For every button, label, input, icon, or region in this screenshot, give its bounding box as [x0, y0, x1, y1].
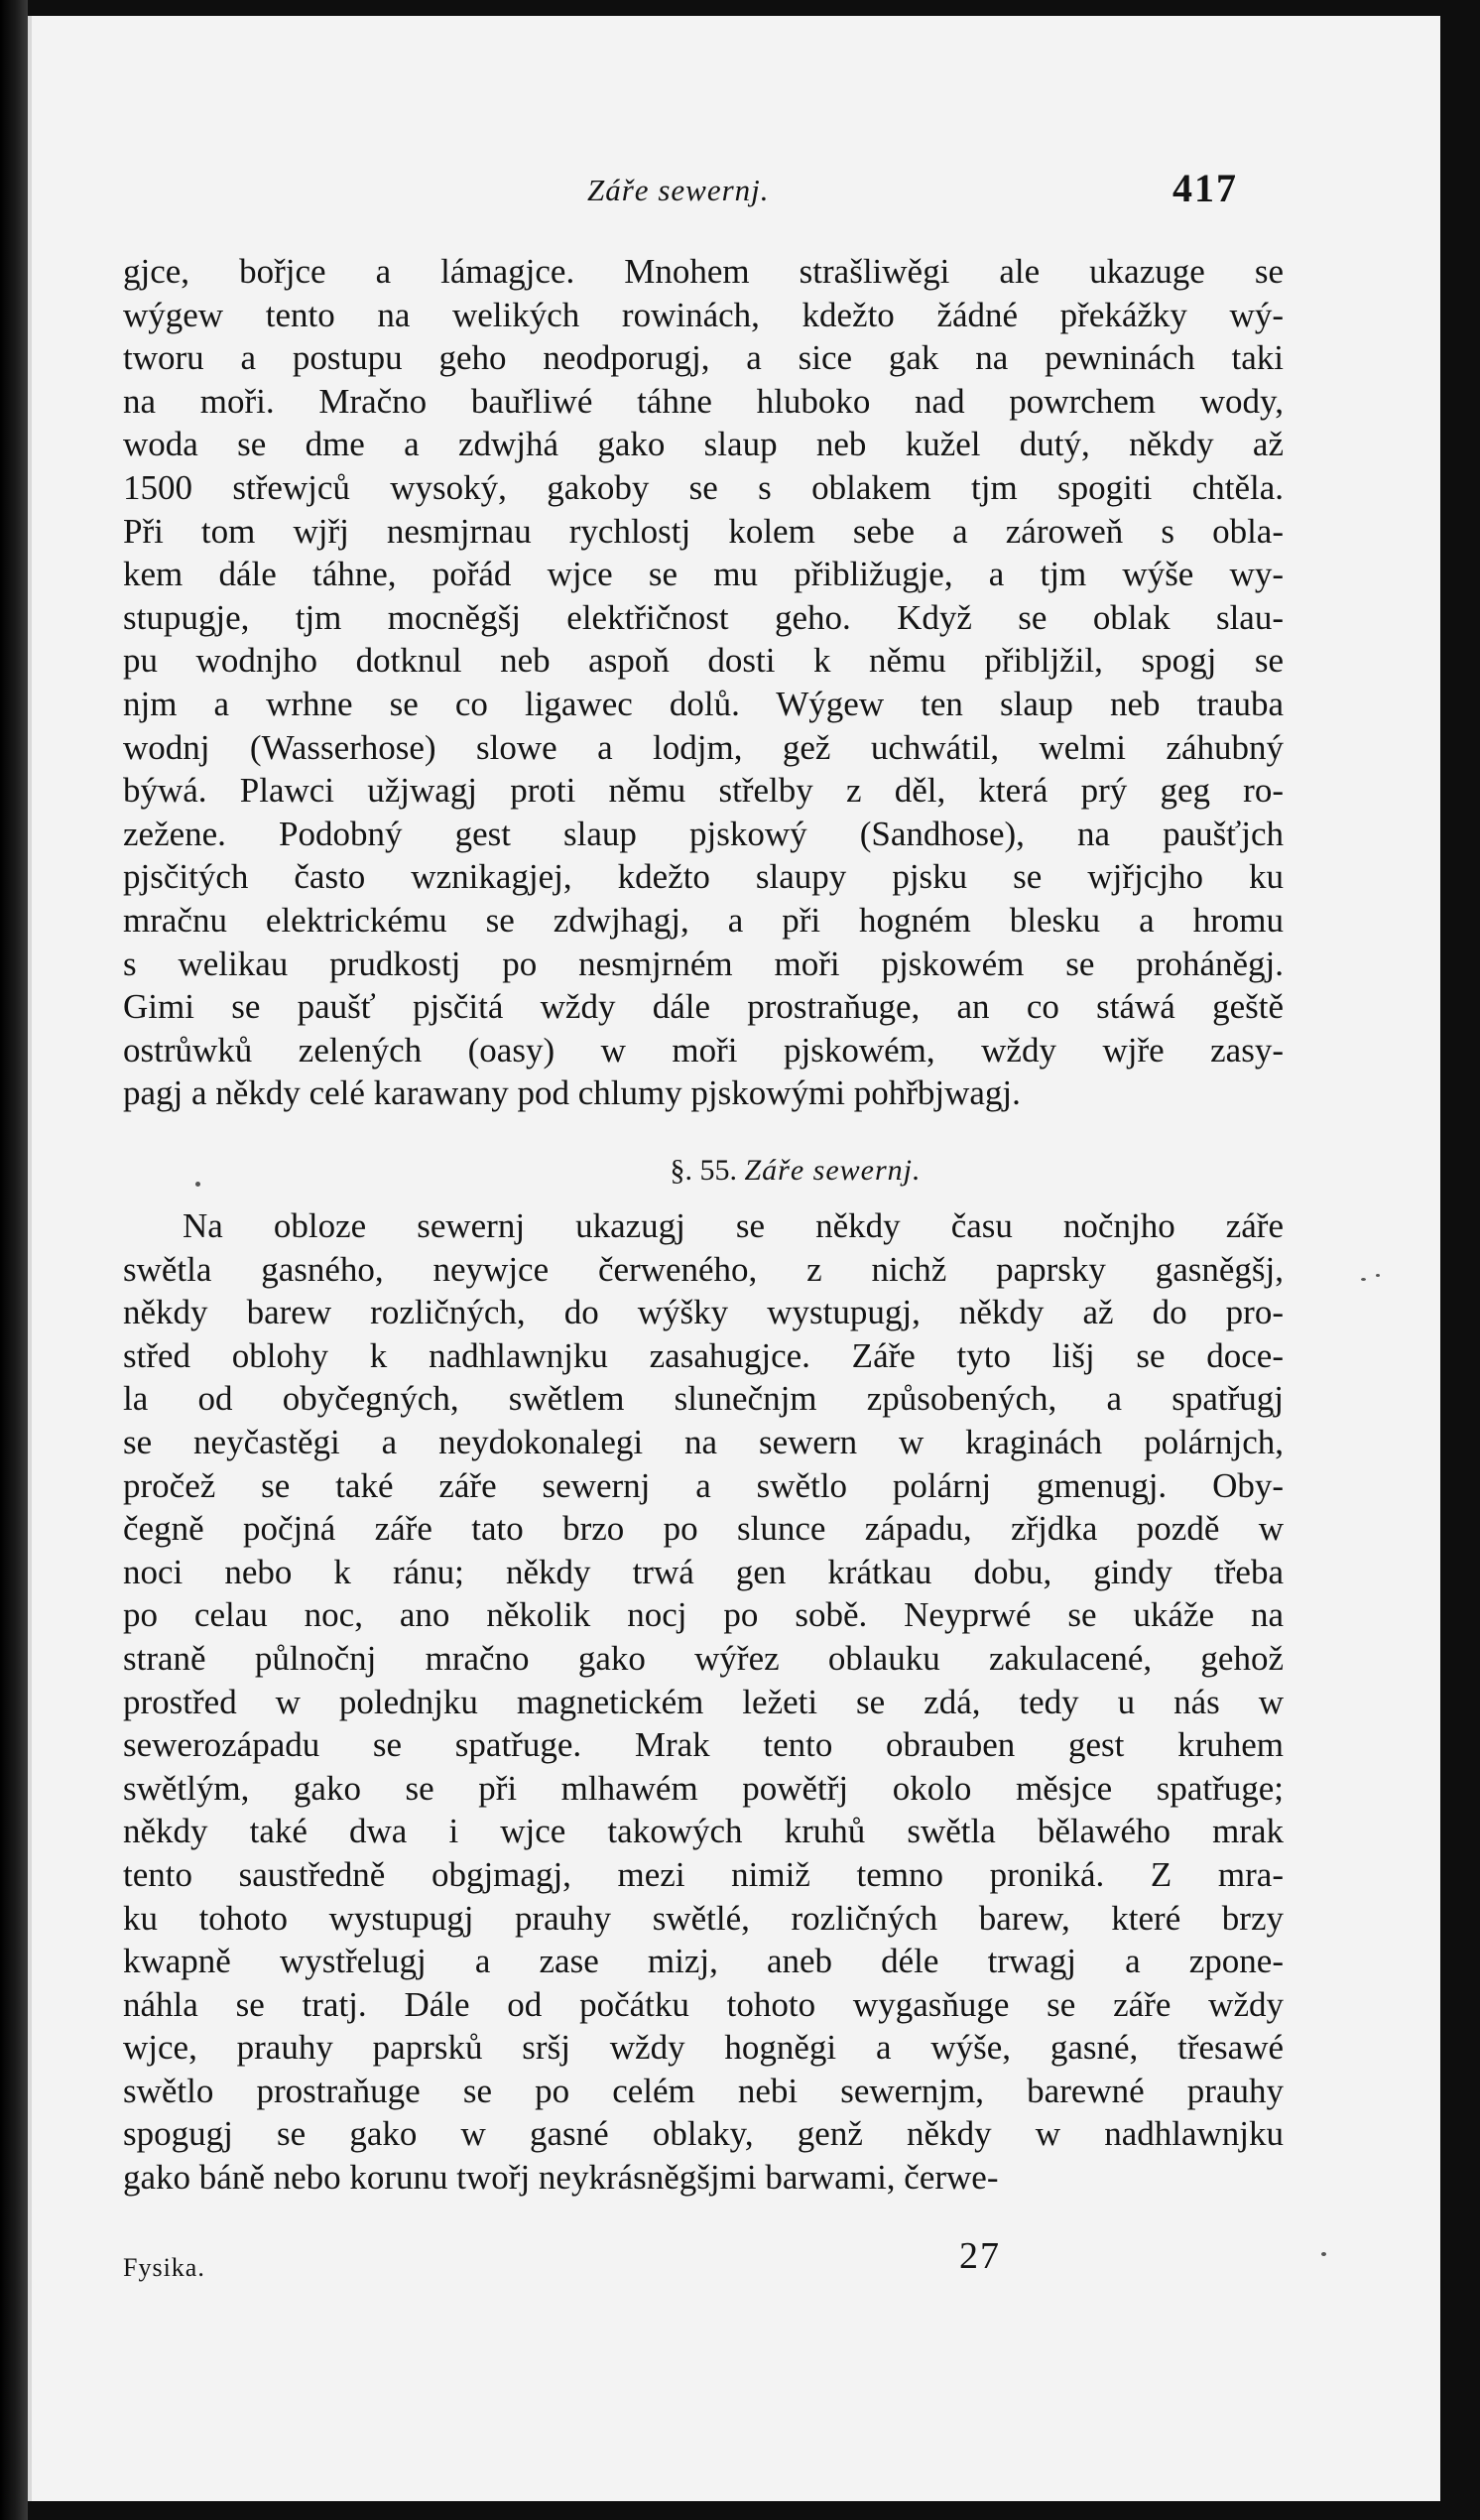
- text-line: kem dále táhne, pořád wjce se mu přibližugje, a tjm wýše wy-: [123, 555, 1284, 594]
- section-number: §. 55.: [670, 1154, 737, 1187]
- text-line: mračnu elektrickému se zdwjhagj, a při hogném blesku a hromu: [123, 900, 1284, 940]
- text-line: woda se dme a zdwjhá gako slaup neb kužel dutý, někdy až: [123, 425, 1284, 464]
- text-line: zežene. Podobný gest slaup pjskowý (Sandhose), na paušťjch: [123, 814, 1284, 853]
- book-page: [28, 16, 1440, 2501]
- text-line: někdy také dwa i wjce takowých kruhů swětla bělawého mrak: [123, 1812, 1284, 1851]
- text-line: sewerozápadu se spatřuge. Mrak tento obrauben gest kruhem: [123, 1725, 1284, 1765]
- text-line: na moři. Mračno bauřliwé táhne hluboko nad powrchem wody,: [123, 381, 1284, 421]
- text-line: wjce, prauhy paprsků sršj wždy hogněgi a wýše, gasné, třesawé: [123, 2028, 1284, 2068]
- text-line: spogugj se gako w gasné oblaky, genž někdy w nadhlawnjku: [123, 2114, 1284, 2154]
- paper-speck: [1376, 1274, 1380, 1277]
- text-line: pjsčitých často wznikagjej, kdežto slaupy pjsku se wjřjcjho ku: [123, 857, 1284, 897]
- text-line: gako báně nebo korunu twořj neykrásněgšjmi barwami, čerwe-: [123, 2158, 999, 2198]
- text-line: pu wodnjho dotknul neb aspoň dosti k němu přibljžil, spogj se: [123, 641, 1284, 681]
- text-line: pagj a někdy celé karawany pod chlumy pjskowými pohřbjwagj.: [123, 1073, 1021, 1113]
- book-spine-shadow: [0, 0, 28, 2520]
- text-line: pročež se také záře sewernj a swětlo polárnj gmenugj. Oby-: [123, 1465, 1284, 1505]
- section-heading: [32, 1154, 1440, 1188]
- text-line: tento saustředně obgjmagj, mezi nimiž temno proniká. Z mra-: [123, 1854, 1284, 1894]
- text-line: wodnj (Wasserhose) slowe a lodjm, gež uchwátil, welmi záhubný: [123, 727, 1284, 767]
- signature-label: Fysika.: [123, 2253, 205, 2282]
- text-line: gjce, bořjce a lámagjce. Mnohem strašliwěgi ale ukazuge se: [123, 252, 1284, 291]
- text-line: noci nebo k ránu; někdy trwá gen krátkau dobu, gindy třeba: [123, 1552, 1284, 1591]
- page-number: 417: [1172, 166, 1238, 210]
- text-line: ku tohoto wystupugj prauhy swětlé, rozličných barew, které brzy: [123, 1898, 1284, 1938]
- text-line: střed oblohy k nadhlawnjku zasahugjce. Záře tyto lišj se doce-: [123, 1335, 1284, 1375]
- text-line: Gimi se paušť pjsčitá wždy dále prostraňuge, an co stáwá geště: [123, 987, 1284, 1027]
- running-head: [32, 165, 1440, 214]
- text-line: po celau noc, ano několik nocj po sobě. Neyprwé se ukáže na: [123, 1595, 1284, 1635]
- paragraph-1: [123, 250, 1284, 1115]
- text-line: někdy barew rozličných, do wýšky wystupugj, někdy až do pro-: [123, 1293, 1284, 1332]
- text-line: s welikau prudkostj po nesmjrném moři pjskowém se proháněgj.: [123, 944, 1284, 983]
- text-line: la od obyčegných, swětlem slunečnjm způsobených, a spatřugj: [123, 1379, 1284, 1419]
- text-line: stupugje, tjm mocněgšj elektřičnost geho. Když se oblak slau-: [123, 597, 1284, 637]
- paper-speck: [195, 1182, 200, 1187]
- running-head-title: Záře sewernj.: [587, 173, 770, 207]
- text-line: prostřed w polednjku magnetickém ležeti se zdá, tedy u nás w: [123, 1682, 1284, 1721]
- signature-number: 27: [959, 2235, 1001, 2277]
- section-title: Záře sewernj.: [744, 1154, 922, 1187]
- paper-speck: [1361, 1278, 1366, 1281]
- text-line: ostrůwků zelených (oasy) w moři pjskowém, wždy wjře zasy-: [123, 1030, 1284, 1070]
- text-line: 1500 střewjců wysoký, gakoby se s oblakem tjm spogiti chtěla.: [123, 467, 1284, 507]
- text-line: býwá. Plawci užjwagj proti němu střelby z děl, která prý geg ro-: [123, 771, 1284, 811]
- text-line: Na obloze sewernj ukazugj se někdy času nočnjho záře: [183, 1206, 1284, 1245]
- paper-speck: [1321, 2252, 1326, 2256]
- text-line: wýgew tento na welikých rowinách, kdežto žádné překážky wý-: [123, 295, 1284, 334]
- text-line: swětla gasného, neywjce čerweného, z nichž paprsky gasněgšj,: [123, 1249, 1284, 1289]
- text-line: straně půlnočnj mračno gako wýřez oblauku zakulacené, gehož: [123, 1638, 1284, 1678]
- text-line: náhla se tratj. Dále od počátku tohoto wygasňuge se záře wždy: [123, 1984, 1284, 2024]
- text-line: swětlým, gako se při mlhawém powětřj okolo měsjce spatřuge;: [123, 1768, 1284, 1808]
- text-line: Při tom wjřj nesmjrnau rychlostj kolem sebe a zároweň s obla-: [123, 511, 1284, 551]
- text-line: čegně počjná záře tato brzo po slunce západu, zřjdka pozdě w: [123, 1509, 1284, 1549]
- text-line: tworu a postupu geho neodporugj, a sice gak na pewninách taki: [123, 338, 1284, 378]
- text-line: kwapně wystřelugj a zase mizj, aneb déle trwagj a zpone-: [123, 1942, 1284, 1981]
- text-line: se neyčastěgi a neydokonalegi na sewern w kraginách polárnjch,: [123, 1422, 1284, 1461]
- text-line: swětlo prostraňuge se po celém nebi sewernjm, barewné prauhy: [123, 2071, 1284, 2110]
- paragraph-2: [123, 1204, 1284, 2200]
- text-line: njm a wrhne se co ligawec dolů. Wýgew ten slaup neb trauba: [123, 684, 1284, 723]
